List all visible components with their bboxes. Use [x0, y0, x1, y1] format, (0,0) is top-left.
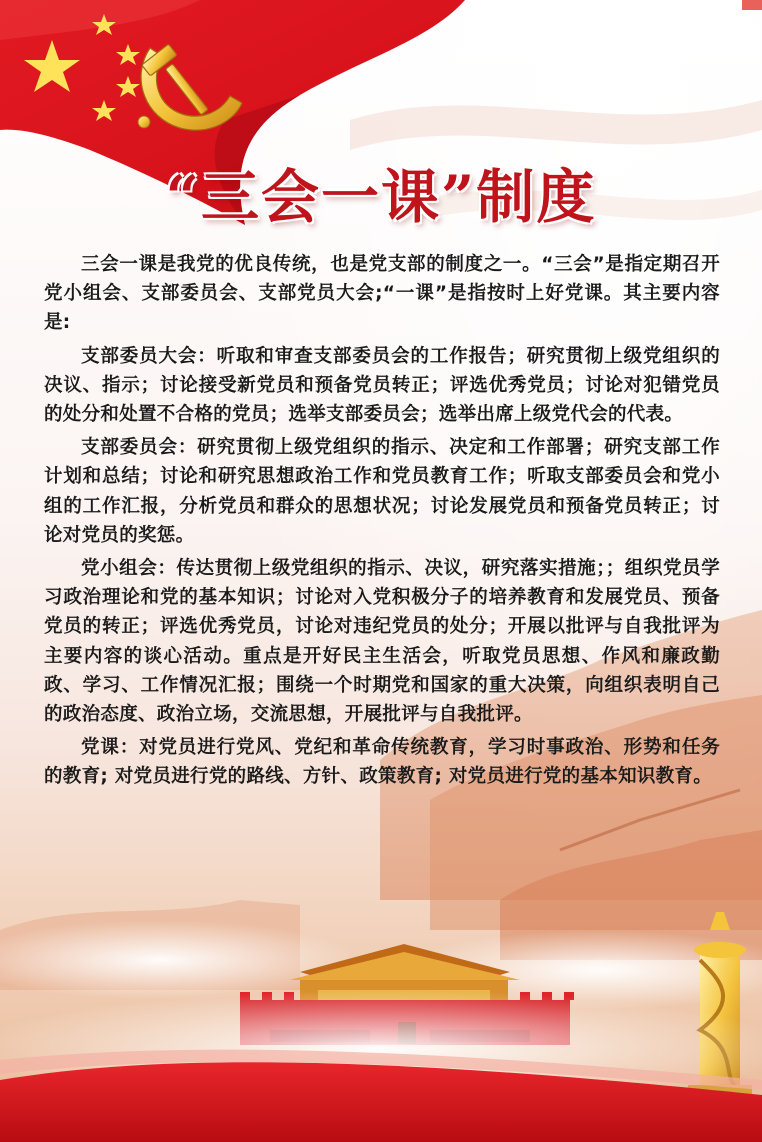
paragraph-branch-general-meeting: 支部委员大会：听取和审查支部委员会的工作报告；研究贯彻上级党组织的决议、指示；讨论接受新党员和预备党员转正；评选优秀党员；讨论对犯错党员的处分和处置不合格的党员；选举支部委员会；选举出席上级党代会的代表。: [44, 345, 720, 426]
paragraph-branch-committee: 支部委员会：研究贯彻上级党组织的指示、决定和工作部署；研究支部工作计划和总结；讨论和研究思想政治工作和党员教育工作；听取支部委员会和党小组的工作汇报，分析党员和群众的思想状况；讨论发展党员和预备党员转正；讨论对党员的奖惩。: [44, 437, 720, 546]
page-title: “三会一课”制度: [165, 163, 597, 231]
paragraph-party-lecture: 党课：对党员进行党风、党纪和革命传统教育，学习时事政治、形势和任务的教育; 对党员进行党的路线、方针、政策教育; 对党员进行党的基本知识教育。: [44, 737, 720, 788]
content-body: [44, 250, 720, 796]
paragraph-intro: 三会一课是我党的优良传统，也是党支部的制度之一。“三会”是指定期召开党小组会、支部委员会、支部党员大会;“一课”是指按时上好党课。其主要内容是:: [44, 254, 720, 334]
paragraph-party-group-meeting: 党小组会：传达贯彻上级党组织的指示、决议，研究落实措施；；组织党员学习政治理论和党的基本知识；讨论对入党积极分子的培养教育和发展党员、预备党员的转正；评选优秀党员，讨论对违纪党员的处分；开展以批评与自我批评为主要内容的谈心活动。重点是开好民主生活会，听取党员思想、作风和廉政勤政、学习、工作情况汇报；围绕一个时期党和国家的重大决策，向组织表明自己的政治态度、政治立场，交流思想，开展批评与自我批评。: [44, 558, 720, 726]
